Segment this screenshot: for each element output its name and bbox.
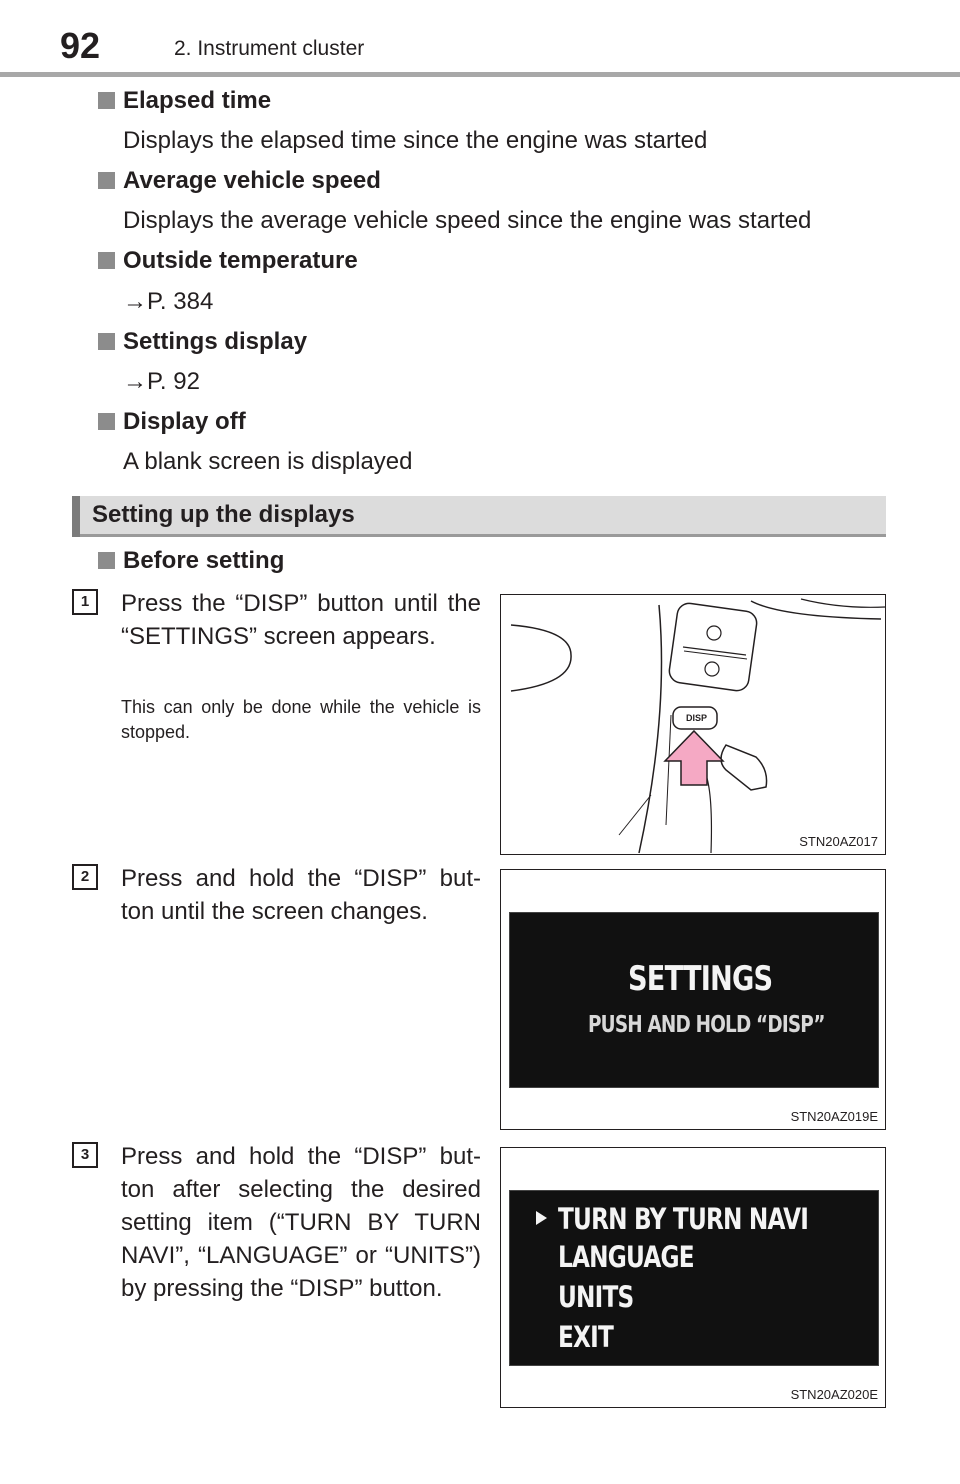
item-title-settings-display: Settings display: [123, 328, 308, 355]
item-title-display-off: Display off: [123, 408, 246, 435]
figure-steering-switch: [500, 594, 886, 855]
figure-code: STN20AZ020E: [790, 1387, 878, 1402]
item-body-outside-temperature[interactable]: [123, 287, 213, 317]
arrow-right-icon: →: [123, 368, 147, 395]
figure-code: STN20AZ019E: [790, 1109, 878, 1124]
disp-button-label: DISP: [686, 713, 708, 723]
subheading-before-setting: Before setting: [123, 547, 285, 574]
bullet-square-icon: [98, 413, 115, 430]
bullet-square-icon: [98, 172, 115, 189]
item-title-elapsed-time: Elapsed time: [123, 87, 272, 114]
item-body-average-speed: Displays the average vehicle speed since the engine was started: [123, 207, 812, 234]
step-1-note: This can only be done while the vehicle is stopped.: [121, 697, 481, 742]
section-accent: [72, 496, 80, 537]
section-header: [72, 496, 886, 537]
item-title-outside-temperature: Outside temperature: [123, 247, 358, 274]
step-2-text: Press and hold the “DISP” but-ton until the screen changes.: [121, 865, 481, 925]
arrow-right-icon: →: [123, 288, 147, 315]
section-title: Setting up the displays: [92, 501, 355, 528]
step-number-2: 2: [72, 864, 98, 890]
step-1-text: Press the “DISP” button until the “SETTINGS” screen appears.: [121, 590, 481, 650]
menu-item-language: LANGUAGE: [558, 1240, 694, 1274]
menu-item-exit: EXIT: [558, 1320, 613, 1354]
figure-code: STN20AZ017: [799, 834, 878, 849]
menu-item-turn-by-turn: TURN BY TURN NAVI: [558, 1202, 809, 1236]
figure-menu-screen: [500, 1147, 886, 1408]
step-number-1: 1: [72, 589, 98, 615]
menu-item-units: UNITS: [558, 1280, 634, 1314]
steering-wheel-illustration: [501, 595, 885, 854]
chapter-title: 2. Instrument cluster: [174, 37, 365, 60]
display-screen: [509, 1190, 879, 1366]
page-number: 92: [60, 25, 101, 66]
bullet-square-icon: [98, 252, 115, 269]
header-divider: [0, 72, 960, 77]
screen-title: SETTINGS: [628, 959, 773, 999]
step-number-3: 3: [72, 1142, 98, 1168]
item-body-settings-display[interactable]: [123, 367, 200, 397]
screen-subtitle: PUSH AND HOLD “DISP”: [588, 1012, 825, 1038]
bullet-square-icon: [98, 552, 115, 569]
bullet-square-icon: [98, 333, 115, 350]
page-reference[interactable]: P. 384: [147, 288, 214, 315]
item-body-display-off: A blank screen is displayed: [123, 448, 413, 475]
triangle-right-icon: [536, 1211, 547, 1225]
step-3-text: Press and hold the “DISP” but-ton after selecting the desired setting item (“TURN BY TURN NAVI”, “LANGUAGE” or “UNITS”) by pressing the “DISP” button.: [121, 1143, 481, 1302]
display-screen: [509, 912, 879, 1088]
item-body-elapsed-time: Displays the elapsed time since the engine was started: [123, 127, 708, 154]
bullet-square-icon: [98, 92, 115, 109]
page-reference[interactable]: P. 92: [147, 368, 200, 395]
figure-settings-screen: [500, 869, 886, 1130]
item-title-average-speed: Average vehicle speed: [123, 167, 381, 194]
